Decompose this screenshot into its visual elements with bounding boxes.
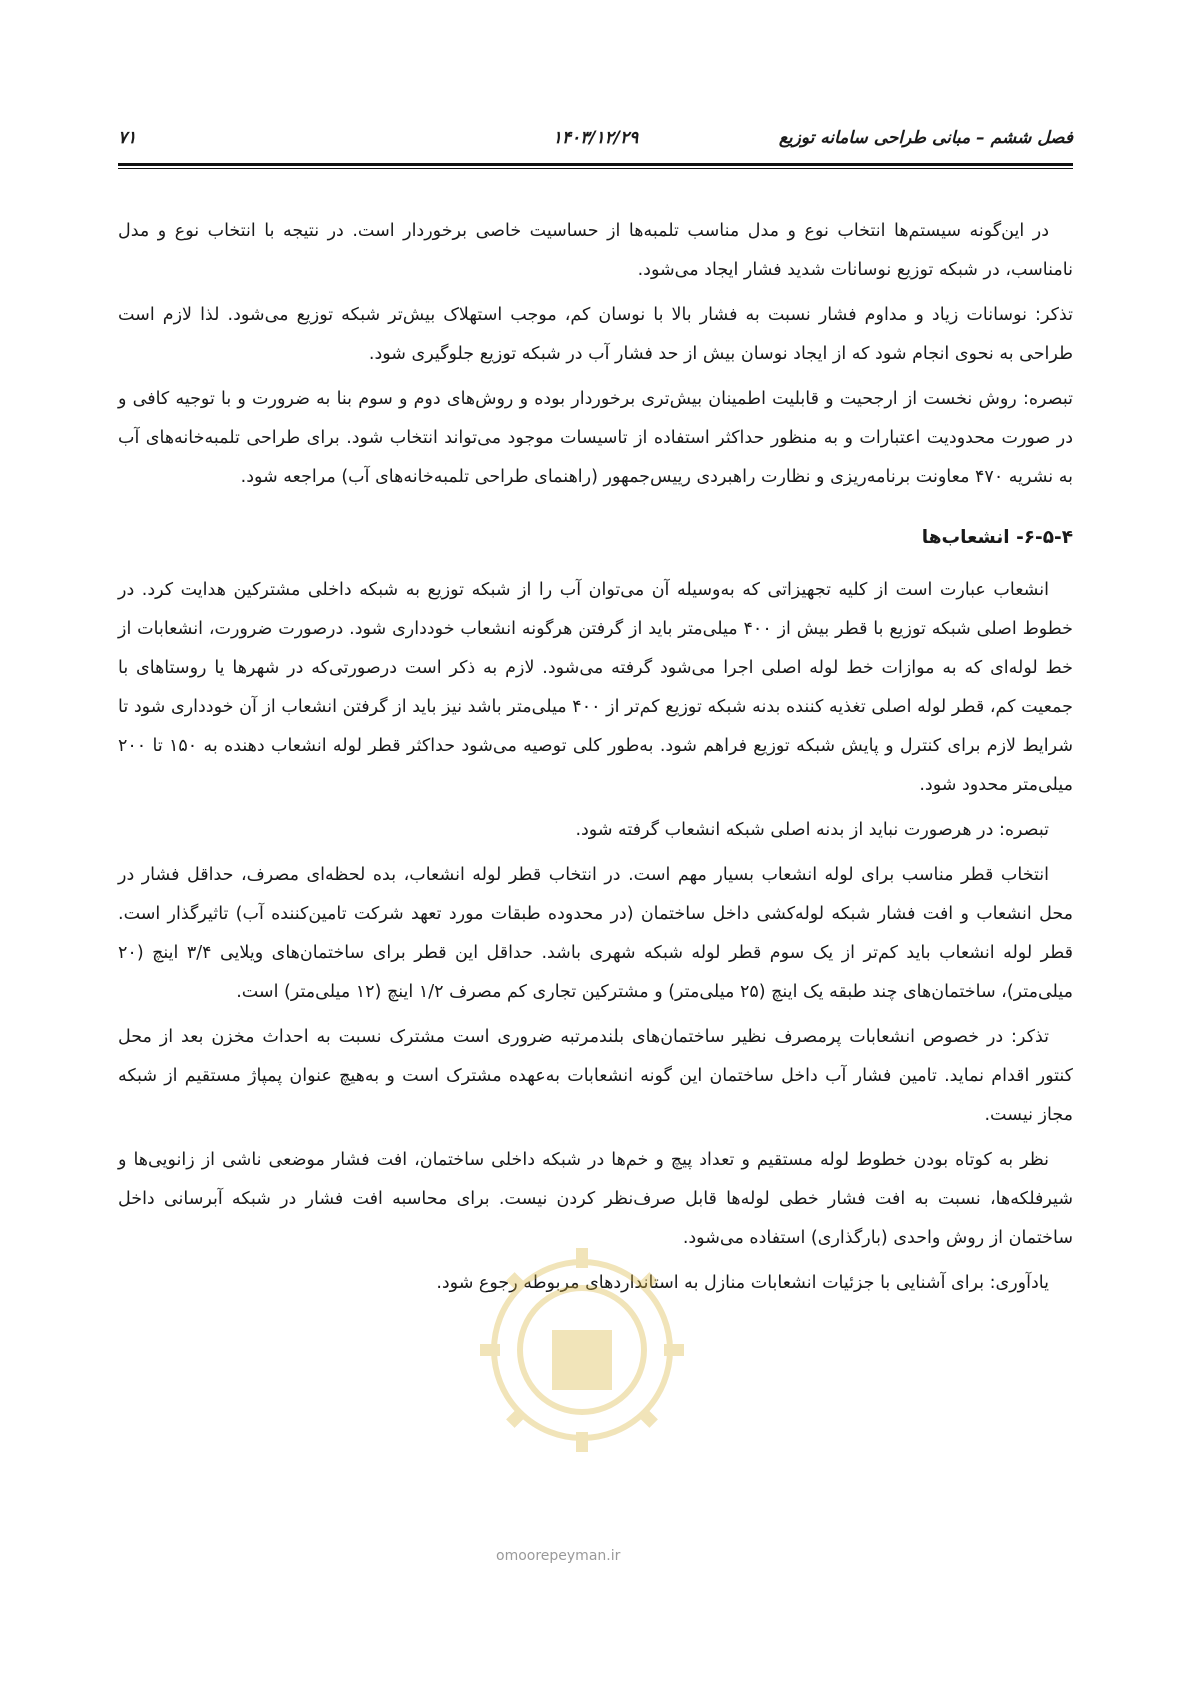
page-number: ۷۱ (118, 128, 137, 148)
watermark-url: omoorepeyman.ir (496, 1548, 621, 1564)
gear-seal-icon (472, 1240, 692, 1470)
paragraph: انتخاب قطر مناسب برای لوله انشعاب بسیار مهم است. در انتخاب قطر لوله انشعاب، بده لحظه‌ای مصرف، حداقل فشار در محل انشعاب و افت فشار شبکه لوله‌کشی داخل ساختمان (در محدوده طبقات مورد تعهد شرکت تامین‌کننده آب) تاثیرگذار است. قطر لوله انشعاب باید کم‌تر از یک سوم قطر لوله شبکه شهری باشد. حداقل این قطر برای ساختمان‌های ویلایی ۳/۴ اینچ (۲۰ میلی‌متر)، ساختمان‌های چند طبقه یک اینچ (۲۵ میلی‌متر) و مشترکین تجاری کم مصرف ۱/۲ اینچ (۱۲ میلی‌متر) است. (118, 865, 1073, 1002)
page-header (118, 128, 1073, 160)
paragraph: در این‌گونه سیستم‌ها انتخاب نوع و مدل مناسب تلمبه‌ها از حساسیت خاصی برخوردار است. در نتیجه با انتخاب نوع و مدل نامناسب، در شبکه توزیع نوسانات شدید فشار ایجاد می‌شود. (118, 221, 1073, 280)
header-rule (118, 163, 1073, 166)
header-date: ۱۴۰۳/۱۲/۲۹ (552, 128, 639, 148)
page-body (118, 212, 1073, 1309)
paragraph-note: تذکر: نوسانات زیاد و مداوم فشار نسبت به فشار بالا با نوسان کم، موجب استهلاک بیش‌تر شبکه توزیع می‌شود. لذا لازم است طراحی به نحوی انجام شود که از ایجاد نوسان بیش از حد فشار آب در شبکه توزیع جلوگیری شود. (118, 305, 1073, 364)
chapter-title: فصل ششم – مبانی طراحی سامانه توزیع (778, 128, 1073, 148)
header-rule-thin (118, 168, 1073, 169)
paragraph-remark: تبصره: روش نخست از ارجحیت و قابلیت اطمینان بیش‌تری برخوردار بوده و روش‌های دوم و سوم بنا به ضرورت و با توجیه کافی و در صورت محدودیت اعتبارات و به منظور حداکثر استفاده از تاسیسات موجود می‌تواند انتخاب شود. برای طراحی تلمبه‌خانه‌های آب به نشریه ۴۷۰ معاونت برنامه‌ریزی و نظارت راهبردی رییس‌جمهور (راهنمای طراحی تلمبه‌خانه‌های آب) مراجعه شود. (118, 389, 1073, 487)
paragraph: نظر به کوتاه بودن خطوط لوله مستقیم و تعداد پیچ و خم‌ها در شبکه داخلی ساختمان، افت فشار موضعی ناشی از زانویی‌ها و شیرفلکه‌ها، نسبت به افت فشار خطی لوله‌ها قابل صرف‌نظر کردن نیست. برای محاسبه افت فشار در شبکه آبرسانی داخل ساختمان از روش واحدی (بارگذاری) استفاده می‌شود. (118, 1150, 1073, 1248)
section-heading: ۶-۵-۴- انشعاب‌ها (921, 527, 1073, 548)
paragraph: انشعاب عبارت است از کلیه تجهیزاتی که به‌وسیله آن می‌توان آب را از شبکه توزیع به شبکه داخلی مشترکین هدایت کرد. در خطوط اصلی شبکه توزیع با قطر بیش از ۴۰۰ میلی‌متر باید از گرفتن هرگونه انشعاب خودداری شود. درصورت ضرورت، انشعابات از خط لوله‌ای که به موازات خط لوله اصلی اجرا می‌شود گرفته می‌شود. لازم به ذکر است درصورتی‌که در شهرها یا روستاهای با جمعیت کم، قطر لوله اصلی تغذیه کننده بدنه شبکه توزیع کم‌تر از ۴۰۰ میلی‌متر باشد نیز باید از گرفتن انشعاب از آن خودداری شود تا شرایط لازم برای کنترل و پایش شبکه توزیع فراهم شود. به‌طور کلی توصیه می‌شود حداکثر قطر لوله انشعاب دهنده به ۱۵۰ تا ۲۰۰ میلی‌متر محدود شود. (118, 580, 1073, 795)
paragraph-remark: تبصره: در هرصورت نباید از بدنه اصلی شبکه انشعاب گرفته شود. (575, 820, 1049, 840)
paragraph-reminder: یادآوری: برای آشنایی با جزئیات انشعابات منازل به استانداردهای مربوطه رجوع شود. (436, 1273, 1049, 1293)
paragraph-note: تذکر: در خصوص انشعابات پرمصرف نظیر ساختمان‌های بلندمرتبه ضروری است مشترک نسبت به احداث مخزن بعد از محل کنتور اقدام نماید. تامین فشار آب داخل ساختمان این گونه انشعابات به‌عهده مشترک است و به‌هیچ عنوان پمپاژ مستقیم از شبکه مجاز نیست. (118, 1027, 1073, 1125)
